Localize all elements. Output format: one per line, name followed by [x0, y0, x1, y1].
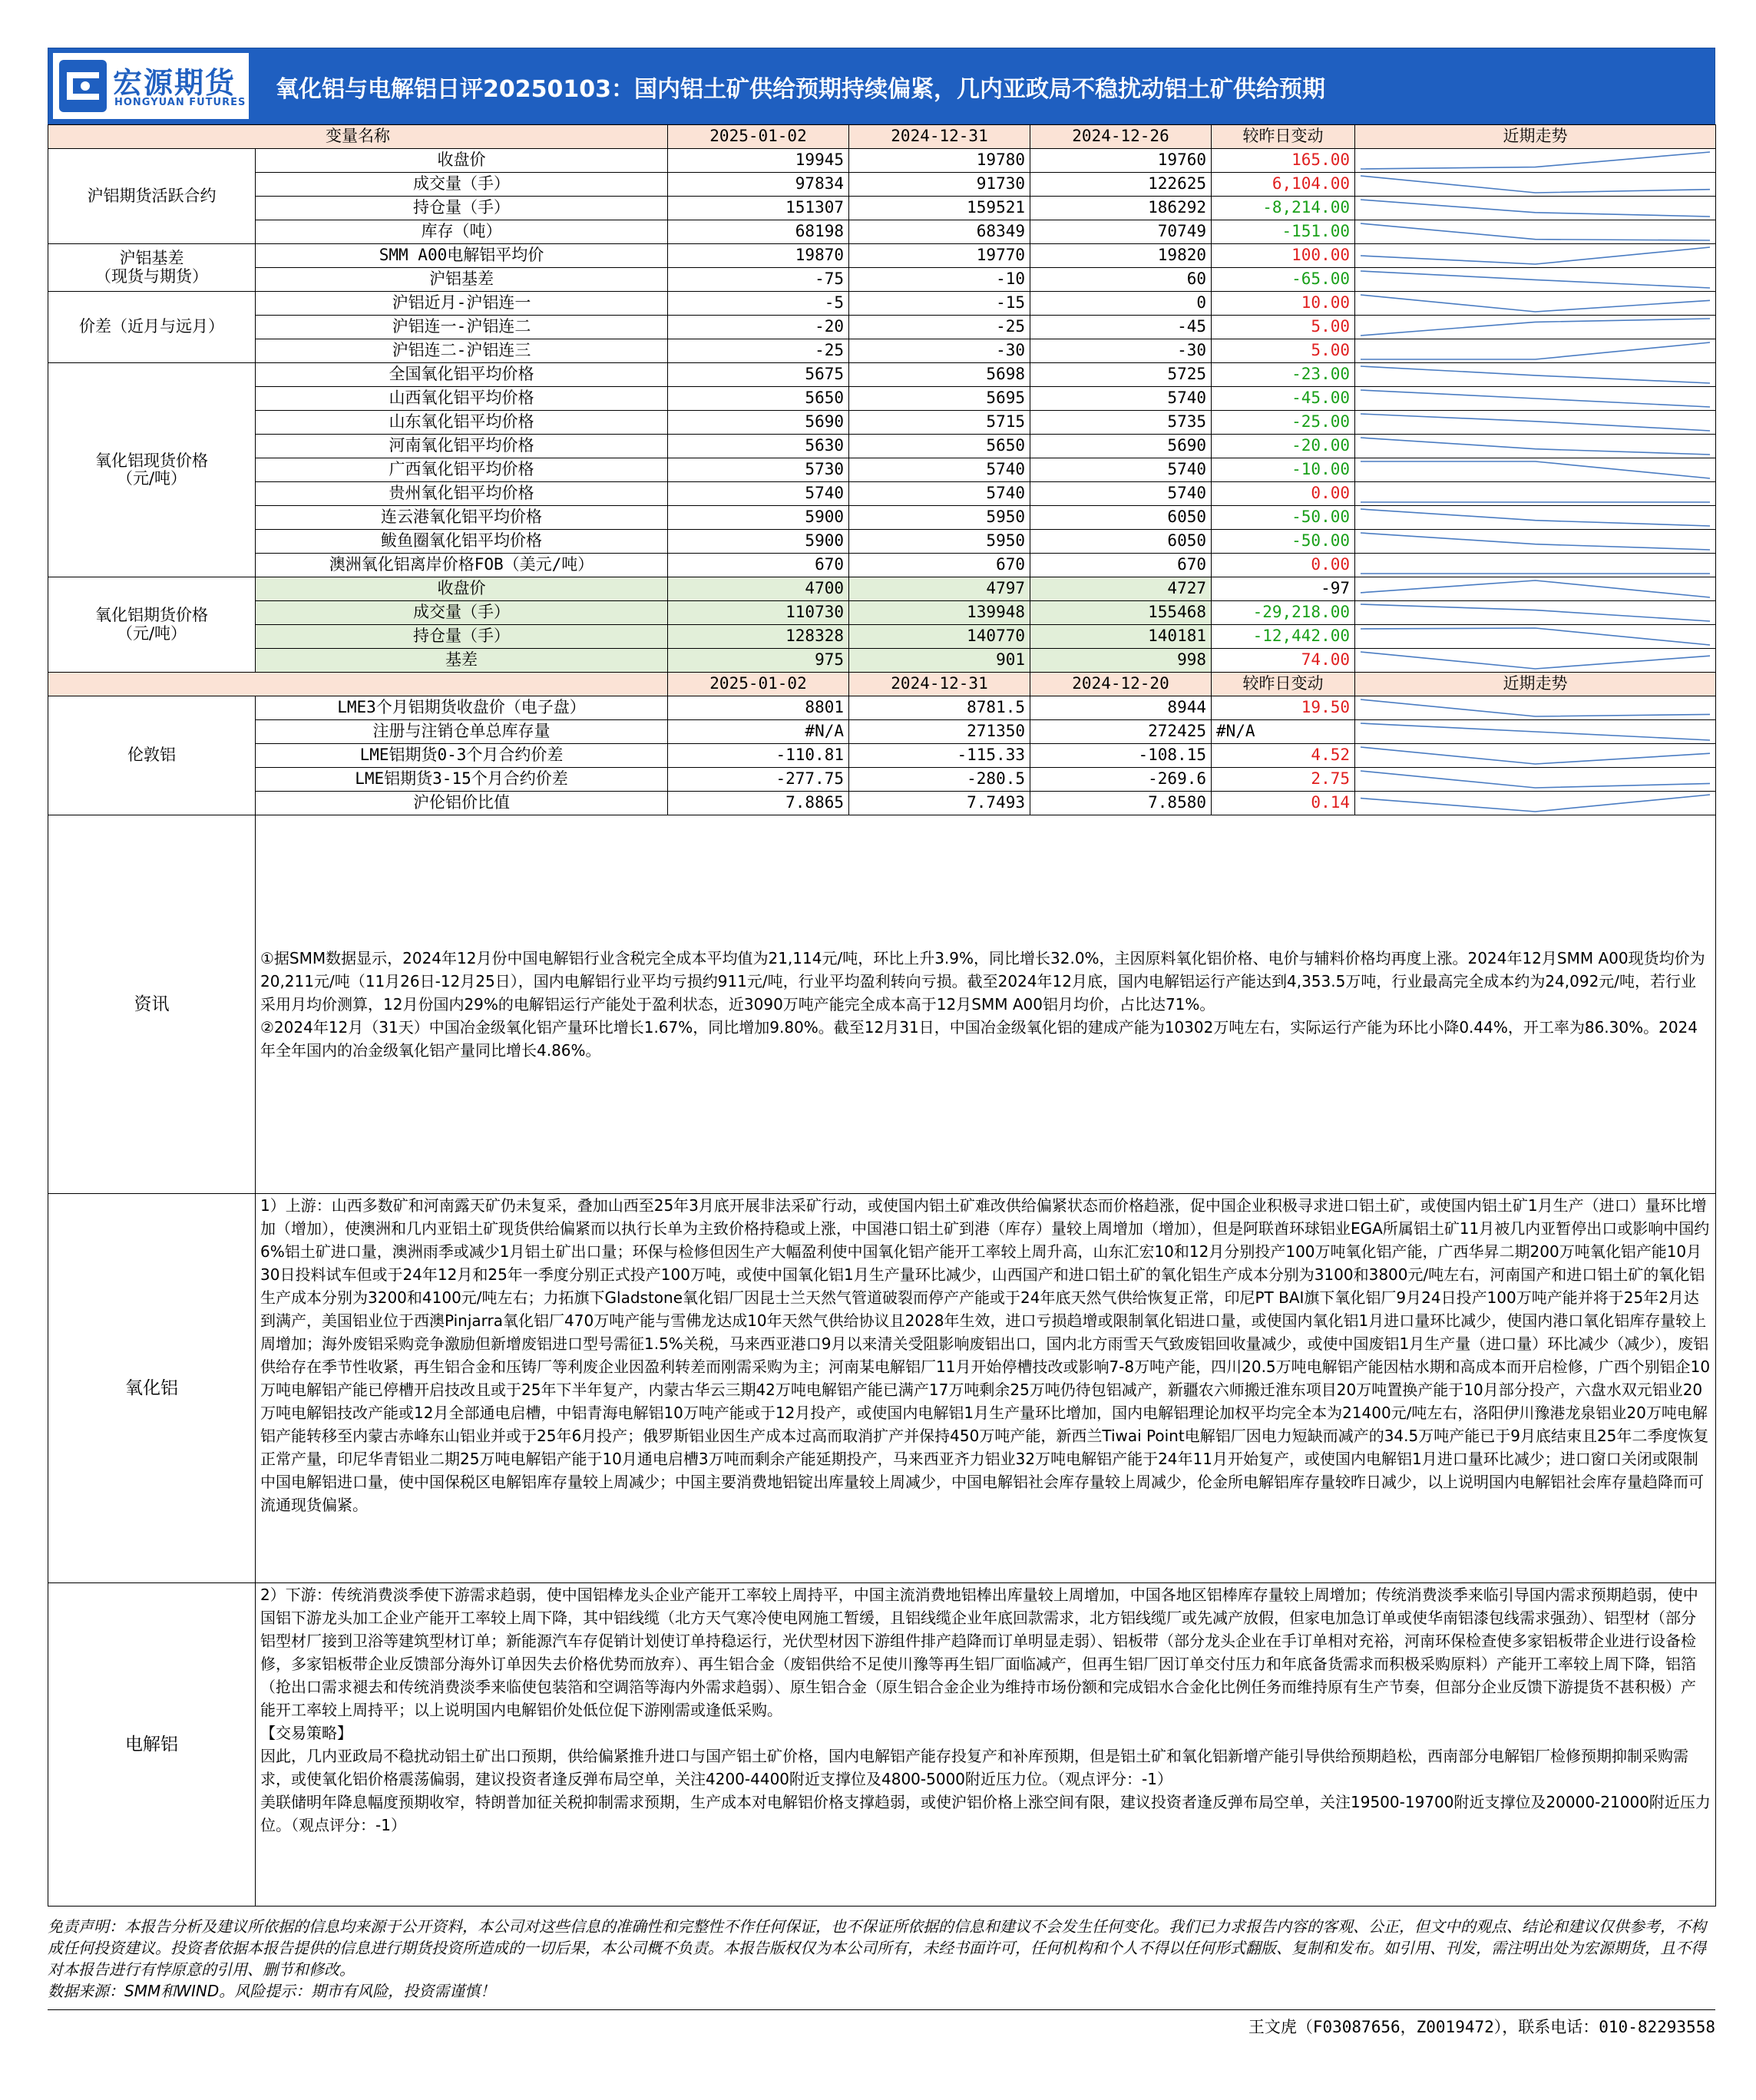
- change-cell: -97: [1212, 577, 1355, 601]
- sparkline: [1358, 435, 1712, 457]
- row-name: 沪铝基差: [256, 268, 668, 292]
- row-name: 贵州氧化铝平均价格: [256, 482, 668, 506]
- trend-cell: [1355, 268, 1716, 292]
- col-header-blank: [48, 673, 668, 696]
- sparkline: [1358, 174, 1712, 195]
- trend-cell: [1355, 458, 1716, 482]
- value-cell: 5950: [849, 506, 1030, 530]
- sparkline: [1358, 364, 1712, 385]
- data-table: [48, 124, 1716, 1907]
- sparkline: [1358, 721, 1712, 742]
- col-header: 2024-12-31: [849, 673, 1030, 696]
- trend-cell: [1355, 292, 1716, 316]
- col-header: 较昨日变动: [1212, 125, 1355, 149]
- row-name: 持仓量（手）: [256, 197, 668, 220]
- section-body: [256, 1583, 1716, 1907]
- trend-cell: [1355, 649, 1716, 673]
- value-cell: 4797: [849, 577, 1030, 601]
- value-cell: -30: [1030, 339, 1212, 363]
- row-name: 广西氧化铝平均价格: [256, 458, 668, 482]
- row-name: LME3个月铝期货收盘价（电子盘）: [256, 696, 668, 720]
- row-name: 山西氧化铝平均价格: [256, 387, 668, 411]
- value-cell: 5740: [849, 482, 1030, 506]
- group-label: 沪铝期货活跃合约: [48, 149, 256, 244]
- disclaimer-text: 免责声明：本报告分析及建议所依据的信息均来源于公开资料，本公司对这些信息的准确性和完整性不作任何保证，也不保证所依据的信息和建议不会发生任何变化。我们已力求报告内容的客观、公正，但文中的观点、结论和建议仅供参考，不构成任何投资建议。投资者依据本报告提供的信息进行期货投资所造成的一切后果，本公司概不负责。本报告版权仅为本公司所有，未经书面许可，任何机构和个人不得以任何形式翻版、复制和发布。如引用、刊发，需注明出处为宏源期货，且不得对本报告进行有悖原意的引用、删节和修改。: [48, 1917, 1706, 1979]
- section-label: 氧化铝: [48, 1194, 256, 1583]
- col-header-variable: 变量名称: [48, 125, 668, 149]
- sparkline: [1358, 650, 1712, 671]
- value-cell: 60: [1030, 268, 1212, 292]
- row-name: 收盘价: [256, 149, 668, 173]
- row-name: 注册与注销仓单总库存量: [256, 720, 668, 744]
- value-cell: -115.33: [849, 744, 1030, 768]
- change-cell: 10.00: [1212, 292, 1355, 316]
- table-row: [48, 220, 1716, 244]
- value-cell: -45: [1030, 316, 1212, 339]
- value-cell: 151307: [668, 197, 849, 220]
- trend-cell: [1355, 363, 1716, 387]
- trend-cell: [1355, 530, 1716, 554]
- value-cell: 155468: [1030, 601, 1212, 625]
- row-name: 沪铝连二-沪铝连三: [256, 339, 668, 363]
- value-cell: 272425: [1030, 720, 1212, 744]
- value-cell: 5900: [668, 530, 849, 554]
- row-name: 沪铝连一-沪铝连二: [256, 316, 668, 339]
- sparkline: [1358, 792, 1712, 814]
- change-cell: -25.00: [1212, 411, 1355, 435]
- section-body: [256, 1194, 1716, 1583]
- value-cell: 19760: [1030, 149, 1212, 173]
- value-cell: 670: [1030, 554, 1212, 577]
- value-cell: -25: [849, 316, 1030, 339]
- row-name: 鲅鱼圈氧化铝平均价格: [256, 530, 668, 554]
- trend-cell: [1355, 696, 1716, 720]
- sparkline: [1358, 293, 1712, 314]
- logo-text-en: HONGYUAN FUTURES: [114, 97, 246, 108]
- value-cell: -20: [668, 316, 849, 339]
- trend-cell: [1355, 197, 1716, 220]
- report-header: [48, 48, 1715, 124]
- value-cell: 6050: [1030, 506, 1212, 530]
- alumina-section: [48, 1194, 1716, 1583]
- value-cell: 7.8580: [1030, 792, 1212, 815]
- value-cell: 5740: [1030, 482, 1212, 506]
- change-cell: 19.50: [1212, 696, 1355, 720]
- change-cell: -10.00: [1212, 458, 1355, 482]
- change-cell: 5.00: [1212, 316, 1355, 339]
- value-cell: -75: [668, 268, 849, 292]
- value-cell: -25: [668, 339, 849, 363]
- value-cell: 5730: [668, 458, 849, 482]
- sparkline: [1358, 459, 1712, 481]
- trend-cell: [1355, 387, 1716, 411]
- value-cell: 7.7493: [849, 792, 1030, 815]
- row-name: SMM A00电解铝平均价: [256, 244, 668, 268]
- sparkline: [1358, 769, 1712, 790]
- value-cell: 5740: [849, 458, 1030, 482]
- change-cell: 165.00: [1212, 149, 1355, 173]
- change-cell: 2.75: [1212, 768, 1355, 792]
- sparkline: [1358, 150, 1712, 171]
- value-cell: 19780: [849, 149, 1030, 173]
- row-name: LME铝期货0-3个月合约价差: [256, 744, 668, 768]
- change-cell: 74.00: [1212, 649, 1355, 673]
- value-cell: 5698: [849, 363, 1030, 387]
- value-cell: 998: [1030, 649, 1212, 673]
- section-text: ①据SMM数据显示，2024年12月份中国电解铝行业含税完全成本平均值为21,114元/吨，环比上升3.9%，同比增长32.0%，主因原料氧化铝价格、电价与辅料价格均再度上涨。2024年12月SMM A00现货均价为20,211元/吨（11月26日-12月25日），国内电解铝行业平均亏损约911元/吨，行业平均盈利转向亏损。截至2024年12月底，国内电解铝运行产能达到4,353.5万吨，行业最高完全成本约为24,092元/吨，若行业采用月均价测算，12月份国内29%的电解铝运行产能处于盈利状态，近3090万吨产能完全成本高于12月SMM A00铝月均价，占比达71%。 ②2024年12月（31天）中国冶金级氧化铝产量环比增长1.67%，同比增加9.80%。截至12月31日，中国冶金级氧化铝的建成产能为10302万吨左右，实际运行产能为环比小降0.44%，开工率为86.30%。2024年全年国内的冶金级氧化铝产量同比增长4.86%。: [260, 949, 1705, 1060]
- trend-cell: [1355, 744, 1716, 768]
- sparkline: [1358, 697, 1712, 719]
- change-cell: -151.00: [1212, 220, 1355, 244]
- electrolytic-section: [48, 1583, 1716, 1907]
- logo-text-cn: 宏源期货: [113, 66, 236, 100]
- change-cell: 0.00: [1212, 554, 1355, 577]
- trend-cell: [1355, 601, 1716, 625]
- col-header: 2024-12-20: [1030, 673, 1212, 696]
- row-name: 河南氧化铝平均价格: [256, 435, 668, 458]
- col-header: 较昨日变动: [1212, 673, 1355, 696]
- value-cell: 122625: [1030, 173, 1212, 197]
- change-cell: -45.00: [1212, 387, 1355, 411]
- change-cell: 4.52: [1212, 744, 1355, 768]
- trend-cell: [1355, 411, 1716, 435]
- trend-cell: [1355, 577, 1716, 601]
- change-cell: -8,214.00: [1212, 197, 1355, 220]
- sparkline: [1358, 269, 1712, 290]
- table-row: [48, 768, 1716, 792]
- value-cell: 670: [668, 554, 849, 577]
- sparkline: [1358, 388, 1712, 409]
- value-cell: #N/A: [668, 720, 849, 744]
- value-cell: 5675: [668, 363, 849, 387]
- trend-cell: [1355, 720, 1716, 744]
- value-cell: 5735: [1030, 411, 1212, 435]
- trend-cell: [1355, 435, 1716, 458]
- table-row: [48, 411, 1716, 435]
- col-header: 2024-12-26: [1030, 125, 1212, 149]
- table-row: [48, 601, 1716, 625]
- sparkline: [1358, 245, 1712, 266]
- table-row: [48, 268, 1716, 292]
- group-label: 伦敦铝: [48, 696, 256, 815]
- table-row: [48, 316, 1716, 339]
- trend-cell: [1355, 316, 1716, 339]
- table-row: [48, 173, 1716, 197]
- report-title: 氧化铝与电解铝日评20250103：国内铝土矿供给预期持续偏紧，几内亚政局不稳扰动铝土矿供给预期: [276, 76, 1325, 103]
- trend-cell: [1355, 554, 1716, 577]
- table-row: [48, 292, 1716, 316]
- section-text: 1）上游：山西多数矿和河南露天矿仍未复采，叠加山西至25年3月底开展非法采矿行动，或使国内铝土矿难改供给偏紧状态而价格趋涨，促中国企业积极寻求进口铝土矿，或使国内铝土矿1月生产（进口）量环比增加（增加），使澳洲和几内亚铝土矿现货供给偏紧而以执行长单为主致价格持稳或上涨，中国港口铝土矿到港（库存）量较上周增加（增加），但是阿联酋环球铝业EGA所属铝土矿11月被几内亚暂停出口或影响中国约6%铝土矿进口量，澳洲雨季或减少1月铝土矿出口量；环保与检修但因生产大幅盈利使中国氧化铝产能开工率较上周升高，山东汇宏10和12月分别投产100万吨氧化铝产能，广西华昇二期200万吨氧化铝产能10月30日投料试车但或于24年12月和25年一季度分别正式投产100万吨，或使中国氧化铝1月生产量环比减少，山西国产和进口铝土矿的氧化铝生产成本分别为3100和3800元/吨左右，河南国产和进口铝土矿的氧化铝生产成本分别为3200和4100元/吨左右；力拓旗下Gladstone氧化铝厂因昆士兰天然气管道破裂而停产产能或于24年底天然气供给恢复正常，印尼PT BAI旗下氧化铝厂9月24日投产100万吨产能并将于25年2月达到满产，美国铝业位于西澳Pinjarra氧化铝厂470万吨产能与雪佛龙达成10年天然气供给协议且2028年生效，进口亏损趋增或限制氧化铝进口量，或使国内氧化铝1月进口量环比减少，使国内港口氧化铝库存量较上周增加；海外废铝采购竞争激励但新增废铝进口型号需征1.5%关税，马来西亚港口9月以来清关受阻影响废铝出口，国内北方雨雪天气致废铝回收量减少，或使中国废铝1月生产量（进口量）环比减少（减少），废铝供给存在季节性收紧，再生铝合金和压铸厂等利废企业因盈利转差而刚需采购为主；河南某电解铝厂11月开始停槽技改或影响7-8万吨产能，四川20.5万吨电解铝产能因枯水期和高成本而开启检修，广西个别铝企10万吨电解铝产能已停槽开启技改且或于25年下半年复产，内蒙古华云三期42万吨电解铝产能已满产17万吨剩余25万吨仍待包铝减产，新疆农六师搬迁淮东项目20万吨置换产能于10月部分投产，六盘水双元铝业20万吨电解铝技改产能或12月全部通电启槽，中铝青海电解铝10万吨产能或于12月投产，或使国内电解铝1月生产量环比增加，国内电解铝理论加权平均完全本为21400元/吨左右，洛阳伊川豫港龙泉铝业20万吨电解铝产能转移至内蒙古赤峰东山铝业并或于25年6月投产；俄罗斯铝业因生产成本过高而取消扩产并保持450万吨产能，新西兰Tiwai Point电解铝厂因电力短缺而减产的34.5万吨产能已于9月底结束且25年二季度恢复正常产量，印尼华青铝业二期25万吨电解铝产能于10月通电启槽3万吨而剩余产能延期投产，马来西亚齐力铝业32万吨电解铝产能于24年11月开始复产，或使国内电解铝1月进口量环比减少；进口窗口关闭或限制中国电解铝进口量，使中国保税区电解铝库存量较上周减少；中国主要消费地铝锭出库量较上周减少，中国电解铝社会库存量较上周减少，伦金所电解铝库存量较昨日减少，以上说明国内电解铝社会库存量趋降而可流通现货偏紧。: [260, 1196, 1711, 1514]
- value-cell: 70749: [1030, 220, 1212, 244]
- value-cell: 8781.5: [849, 696, 1030, 720]
- value-cell: 68198: [668, 220, 849, 244]
- value-cell: 140770: [849, 625, 1030, 649]
- header-row: [48, 673, 1716, 696]
- trend-cell: [1355, 339, 1716, 363]
- value-cell: 139948: [849, 601, 1030, 625]
- row-name: 基差: [256, 649, 668, 673]
- section-label: 资讯: [48, 815, 256, 1194]
- value-cell: -10: [849, 268, 1030, 292]
- group-label: 氧化铝现货价格 （元/吨）: [48, 363, 256, 577]
- change-cell: -65.00: [1212, 268, 1355, 292]
- table-row: [48, 387, 1716, 411]
- value-cell: 91730: [849, 173, 1030, 197]
- value-cell: 4727: [1030, 577, 1212, 601]
- sparkline: [1358, 316, 1712, 338]
- value-cell: 19820: [1030, 244, 1212, 268]
- change-cell: 100.00: [1212, 244, 1355, 268]
- col-header: 2025-01-02: [668, 125, 849, 149]
- value-cell: 6050: [1030, 530, 1212, 554]
- value-cell: 5900: [668, 506, 849, 530]
- sparkline: [1358, 340, 1712, 362]
- sparkline: [1358, 531, 1712, 552]
- value-cell: 159521: [849, 197, 1030, 220]
- sparkline: [1358, 507, 1712, 528]
- value-cell: 5630: [668, 435, 849, 458]
- value-cell: 5690: [668, 411, 849, 435]
- company-logo: [53, 53, 249, 119]
- trend-cell: [1355, 220, 1716, 244]
- value-cell: 140181: [1030, 625, 1212, 649]
- value-cell: 901: [849, 649, 1030, 673]
- trend-cell: [1355, 792, 1716, 815]
- table-row: [48, 339, 1716, 363]
- table-row: [48, 744, 1716, 768]
- table-row: [48, 197, 1716, 220]
- group-label: 价差（近月与远月）: [48, 292, 256, 363]
- row-name: 库存（吨）: [256, 220, 668, 244]
- group-label: 沪铝基差 （现货与期货）: [48, 244, 256, 292]
- report: [48, 48, 1715, 2038]
- value-cell: -15: [849, 292, 1030, 316]
- sparkline: [1358, 745, 1712, 766]
- change-cell: #N/A: [1212, 720, 1355, 744]
- disclaimer: [48, 1916, 1715, 2002]
- trend-cell: [1355, 506, 1716, 530]
- value-cell: 19945: [668, 149, 849, 173]
- trend-cell: [1355, 625, 1716, 649]
- value-cell: 670: [849, 554, 1030, 577]
- trend-cell: [1355, 173, 1716, 197]
- value-cell: 5725: [1030, 363, 1212, 387]
- value-cell: 186292: [1030, 197, 1212, 220]
- value-cell: 5690: [1030, 435, 1212, 458]
- value-cell: 8801: [668, 696, 849, 720]
- sparkline: [1358, 483, 1712, 504]
- change-cell: -20.00: [1212, 435, 1355, 458]
- section-text: 2）下游：传统消费淡季使下游需求趋弱，使中国铝棒龙头企业产能开工率较上周持平，中国主流消费地铝棒出库量较上周增加，中国各地区铝棒库存量较上周增加；传统消费淡季来临引导国内需求预期趋弱，使中国铝下游龙头加工企业产能开工率较上周下降，其中铝线缆（北方天气寒冷使电网施工暂缓，且铝线缆企业年底回款需求，北方铝线缆厂或先减产放假，但家电加急订单或使华南铝漆包线需求强劲）、铝型材（部分铝型材厂接到卫浴等建筑型材订单；新能源汽车存促销计划使订单持稳运行，光伏型材因下游组件排产趋降而订单明显走弱）、铝板带（部分龙头企业在手订单相对充裕，河南环保检查使多家铝板带企业进行设备检修，多家铝板带企业反馈部分海外订单因失去价格优势而放弃）、再生铝合金（废铝供给不足使川豫等再生铝厂面临减产，但再生铝厂因订单交付压力和年底备货需求而积极采购原料）产能开工率较上周下降，铝箔（抢出口需求褪去和传统消费淡季来临使包装箔和空调箔等海内外需求趋弱）、原生铝合金（原生铝合金企业为维持市场份额和完成铝水合金化比例任务而维持原有生产节奏，但部分企业反馈下游提货不甚积极）产能开工率较上周持平；以上说明国内电解铝价处低位促下游刚需或逢低采购。 【交易策略】 因此，几内亚政局不稳扰动铝土矿出口预期，供给偏紧推升进口与国产铝土矿价格，国内电解铝产能存投复产和补库预期，但是铝土矿和氧化铝新增产能引导供给预期趋松，西南部分电解铝厂检修预期抑制采购需求，或使氧化铝价格震荡偏弱，建议投资者逢反弹布局空单，关注4200-4400附近支撑位及4800-5000附近压力位。（观点评分：-1） 美联储明年降息幅度预期收窄，特朗普加征关税抑制需求预期，生产成本对电解铝价格支撑趋弱，或使沪铝价格上涨空间有限，建议投资者逢反弹布局空单，关注19500-19700附近支撑位及20000-21000附近压力位。（观点评分：-1）: [260, 1586, 1711, 1834]
- row-name: LME铝期货3-15个月合约价差: [256, 768, 668, 792]
- value-cell: 19770: [849, 244, 1030, 268]
- row-name: 沪伦铝价比值: [256, 792, 668, 815]
- row-name: 山东氧化铝平均价格: [256, 411, 668, 435]
- row-name: 成交量（手）: [256, 601, 668, 625]
- trend-cell: [1355, 482, 1716, 506]
- table-row: [48, 625, 1716, 649]
- section-body: [256, 815, 1716, 1194]
- change-cell: 6,104.00: [1212, 173, 1355, 197]
- group-label: 氧化铝期货价格 （元/吨）: [48, 577, 256, 673]
- col-header: 近期走势: [1355, 673, 1716, 696]
- value-cell: 5950: [849, 530, 1030, 554]
- change-cell: -50.00: [1212, 530, 1355, 554]
- row-name: 沪铝近月-沪铝连一: [256, 292, 668, 316]
- table-row: [48, 530, 1716, 554]
- trend-cell: [1355, 149, 1716, 173]
- table-row: [48, 577, 1716, 601]
- value-cell: -5: [668, 292, 849, 316]
- change-cell: 0.14: [1212, 792, 1355, 815]
- value-cell: 8944: [1030, 696, 1212, 720]
- change-cell: 5.00: [1212, 339, 1355, 363]
- value-cell: 5740: [1030, 387, 1212, 411]
- logo-mark-icon: [59, 60, 107, 112]
- value-cell: -110.81: [668, 744, 849, 768]
- sparkline: [1358, 578, 1712, 600]
- value-cell: -108.15: [1030, 744, 1212, 768]
- value-cell: 271350: [849, 720, 1030, 744]
- value-cell: 7.8865: [668, 792, 849, 815]
- change-cell: -23.00: [1212, 363, 1355, 387]
- row-name: 全国氧化铝平均价格: [256, 363, 668, 387]
- table-row: [48, 506, 1716, 530]
- change-cell: -50.00: [1212, 506, 1355, 530]
- change-cell: 0.00: [1212, 482, 1355, 506]
- value-cell: 5740: [1030, 458, 1212, 482]
- value-cell: -280.5: [849, 768, 1030, 792]
- value-cell: 975: [668, 649, 849, 673]
- value-cell: 97834: [668, 173, 849, 197]
- table-row: [48, 649, 1716, 673]
- analyst-contact: 王文虎（F03087656，Z0019472），联系电话：010-82293558: [48, 2009, 1715, 2038]
- col-header: 2024-12-31: [849, 125, 1030, 149]
- value-cell: 5695: [849, 387, 1030, 411]
- value-cell: 5740: [668, 482, 849, 506]
- col-header: 2025-01-02: [668, 673, 849, 696]
- value-cell: -277.75: [668, 768, 849, 792]
- value-cell: -30: [849, 339, 1030, 363]
- change-cell: -12,442.00: [1212, 625, 1355, 649]
- table-row: [48, 435, 1716, 458]
- sparkline: [1358, 554, 1712, 576]
- table-row: [48, 244, 1716, 268]
- table-row: [48, 458, 1716, 482]
- trend-cell: [1355, 768, 1716, 792]
- value-cell: 4700: [668, 577, 849, 601]
- value-cell: -269.6: [1030, 768, 1212, 792]
- table-row: [48, 696, 1716, 720]
- value-cell: 5650: [668, 387, 849, 411]
- value-cell: 0: [1030, 292, 1212, 316]
- row-name: 持仓量（手）: [256, 625, 668, 649]
- value-cell: 128328: [668, 625, 849, 649]
- table-row: [48, 720, 1716, 744]
- section-label: 电解铝: [48, 1583, 256, 1907]
- value-cell: 5715: [849, 411, 1030, 435]
- change-cell: -29,218.00: [1212, 601, 1355, 625]
- sparkline: [1358, 626, 1712, 647]
- row-name: 澳洲氧化铝离岸价格FOB（美元/吨）: [256, 554, 668, 577]
- sparkline: [1358, 221, 1712, 243]
- row-name: 成交量（手）: [256, 173, 668, 197]
- value-cell: 68349: [849, 220, 1030, 244]
- table-row: [48, 149, 1716, 173]
- sparkline: [1358, 412, 1712, 433]
- sparkline: [1358, 602, 1712, 623]
- value-cell: 110730: [668, 601, 849, 625]
- trend-cell: [1355, 244, 1716, 268]
- value-cell: 19870: [668, 244, 849, 268]
- col-header: 近期走势: [1355, 125, 1716, 149]
- table-row: [48, 363, 1716, 387]
- table-row: [48, 554, 1716, 577]
- table-row: [48, 792, 1716, 815]
- row-name: 收盘价: [256, 577, 668, 601]
- header-row: [48, 125, 1716, 149]
- table-row: [48, 482, 1716, 506]
- data-source: 数据来源：SMM和WIND。风险提示：期市有风险，投资需谨慎！: [48, 1982, 496, 2000]
- sparkline: [1358, 197, 1712, 219]
- value-cell: 5650: [849, 435, 1030, 458]
- row-name: 连云港氧化铝平均价格: [256, 506, 668, 530]
- news-section: [48, 815, 1716, 1194]
